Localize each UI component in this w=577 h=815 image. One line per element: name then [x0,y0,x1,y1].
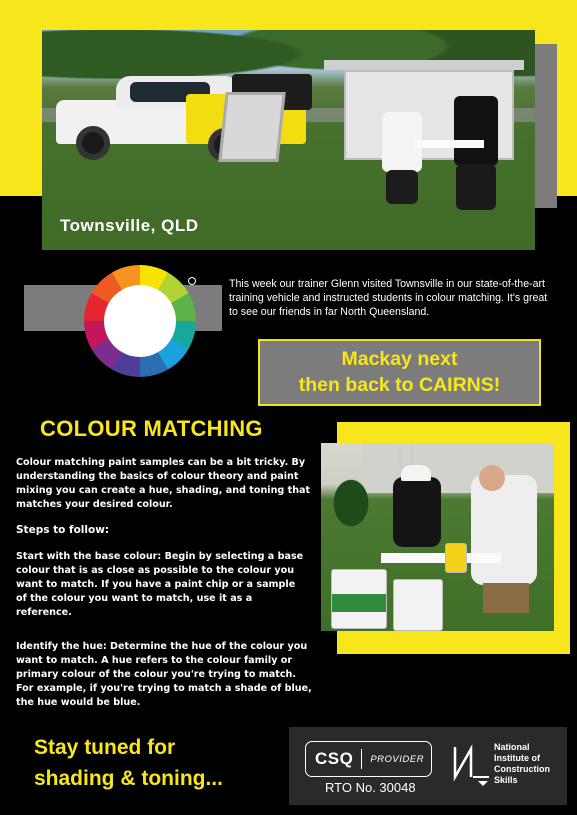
steps-label: Steps to follow: [16,524,110,536]
csq-provider-logo [305,741,432,777]
instructor-person [471,475,537,585]
work-table [414,140,484,148]
colour-wheel-icon [84,265,196,377]
csq-provider-label: PROVIDER [370,753,424,765]
photo-caption: Townsville, QLD [60,216,199,235]
student-person [393,477,441,547]
nics-line-2: Institute of [494,753,540,763]
csq-mark: CSQ [315,749,354,768]
registered-mark-icon [188,277,196,285]
photo-plant [321,463,381,543]
colour-board [218,92,285,162]
student-cap [401,465,431,481]
trainer-person [454,96,498,166]
photo-table [381,553,501,563]
nics-logo-icon [452,743,492,787]
paint-bucket [331,569,387,629]
hero-photo-training-vehicle [42,30,535,250]
nics-logo-text [494,742,550,786]
nics-line-3: Construction [494,764,550,774]
intro-text: This week our trainer Glenn visited Townsville in our state-of-the-art training vehicle and instructed students in colour matching. It's great to see our friends in far North Queensland. [229,278,548,318]
callout-line-1: Mackay next [341,348,458,370]
cta-line-2: shading & toning... [34,767,223,790]
trainer-legs [456,164,496,210]
trainee-legs [386,170,418,204]
photo-ladder [399,445,413,467]
instructor-head [479,465,505,491]
nics-line-4: Skills [494,775,518,785]
colour-matching-photo [321,443,554,631]
cta-line-1: Stay tuned for [34,736,176,759]
paint-bucket [393,579,443,631]
step-identify-hue: Identify the hue: Determine the hue of the colour you want to match. A hue refers to the colour family or primary colour of the colour you're trying to match. For example, if you're trying to match a shade of blue, the hue would be blue. [16,641,312,708]
next-locations-callout [258,339,541,406]
csq-separator [361,749,362,769]
callout-line-2: then back to CAIRNS! [298,374,501,396]
instructor-shorts [483,583,529,613]
section-heading: COLOUR MATCHING [40,416,263,441]
stay-tuned-cta [34,732,223,794]
article-intro: Colour matching paint samples can be a bit tricky. By understanding the basics of colour theory and paint mixing you can create a hue, shading, and toning that matches your desired colour. [16,457,311,510]
nics-line-1: National [494,742,530,752]
paint-tin [445,543,467,573]
step-base-colour: Start with the base colour: Begin by selecting a base colour that is as close as possible to the colour you want to match. If you have a paint chip or a sample of the colour you want to match, use it as a reference. [16,551,304,618]
rto-number: RTO No. 30048 [325,780,416,795]
